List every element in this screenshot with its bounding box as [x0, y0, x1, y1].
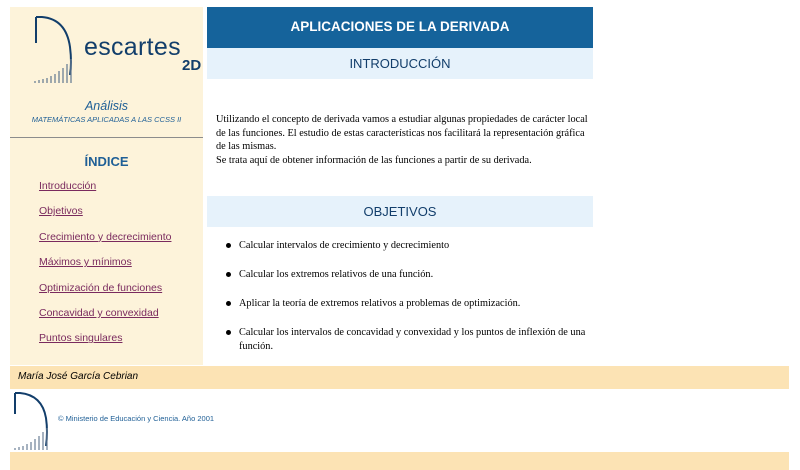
- intro-text-2: Se trata aquí de obtener información de las funciones a partir de su derivada.: [216, 154, 532, 166]
- subject-subtitle: MATEMÁTICAS APLICADAS A LAS CCSS II: [31, 115, 182, 124]
- nav-link-maximos[interactable]: Máximos y mínimos: [39, 256, 132, 269]
- nav-link-crecimiento[interactable]: Crecimiento y decrecimiento: [39, 230, 172, 243]
- intro-text-1: Utilizando el concepto de derivada vamos a estudiar algunas propiedades de carácter local de las funciones. El estudio de estas características nos facilitará la representación gráfica de las mismas.: [216, 114, 588, 152]
- sidebar-divider: [10, 137, 203, 138]
- nav-item-maximos: [39, 253, 171, 278]
- nav-item-concavidad: [39, 304, 171, 329]
- logo-word: escartes: [84, 33, 181, 61]
- author-bar: [10, 366, 789, 389]
- objectives-heading: OBJETIVOS: [207, 196, 593, 227]
- nav-item-objetivos: [39, 202, 171, 227]
- intro-heading: INTRODUCCIÓN: [207, 48, 593, 79]
- nav-link-concavidad[interactable]: Concavidad y convexidad: [39, 306, 159, 319]
- descartes-d-icon: [12, 390, 56, 452]
- nav-link-puntos[interactable]: Puntos singulares: [39, 332, 123, 345]
- sidebar: [10, 7, 203, 365]
- nav-item-introduccion: [39, 177, 171, 202]
- nav-link-optimizacion[interactable]: Optimización de funciones: [39, 281, 163, 294]
- subject-title: Análisis: [84, 99, 129, 113]
- page-title: APLICACIONES DE LA DERIVADA: [207, 7, 593, 48]
- author-name: María José García Cebrian: [18, 371, 139, 382]
- list-item: Calcular los intervalos de concavidad y convexidad y los puntos de inflexión de una función.: [223, 326, 593, 353]
- intro-paragraph: [216, 113, 593, 167]
- copyright-text: © Ministerio de Educación y Ciencia. Año 2001: [58, 414, 215, 423]
- bottom-bar: [10, 452, 789, 470]
- list-item: Aplicar la teoría de extremos relativos a problemas de optimización.: [223, 297, 593, 311]
- list-item: Calcular intervalos de crecimiento y decrecimiento: [223, 239, 593, 253]
- footer-logo: [12, 390, 56, 452]
- descartes-logo: [32, 13, 202, 85]
- index-nav: [39, 177, 171, 355]
- nav-link-objetivos[interactable]: Objetivos: [39, 205, 83, 218]
- index-title: ÍNDICE: [84, 154, 129, 169]
- nav-item-puntos: [39, 329, 171, 354]
- objectives-list: [223, 239, 593, 353]
- logo-suffix: 2D: [182, 57, 202, 74]
- nav-item-crecimiento: [39, 228, 171, 253]
- list-item: Calcular los extremos relativos de una función.: [223, 268, 593, 282]
- nav-item-optimizacion: [39, 279, 171, 304]
- nav-link-introduccion[interactable]: Introducción: [39, 180, 97, 192]
